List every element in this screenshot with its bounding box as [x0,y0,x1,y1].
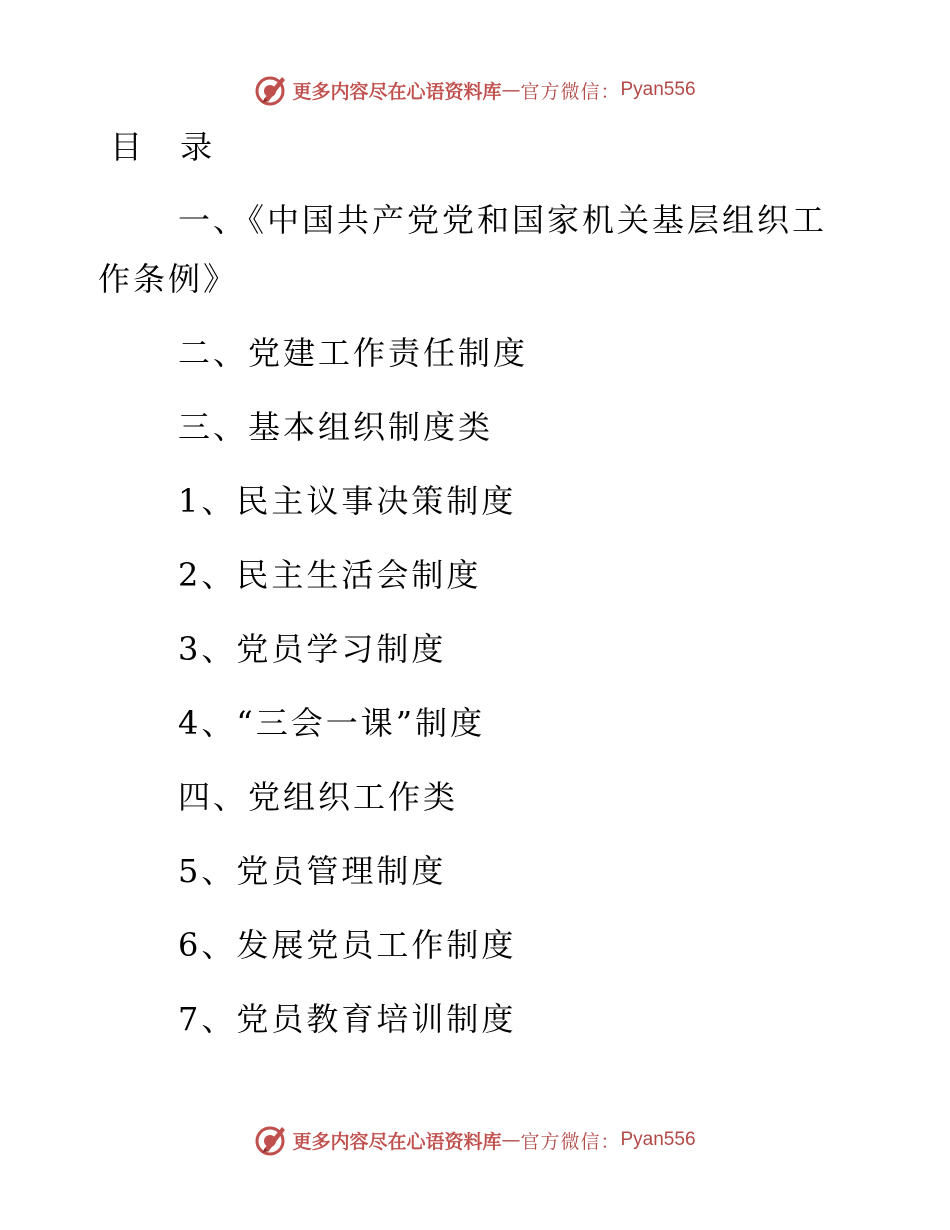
toc-item-11: 7、党员教育培训制度 [178,1000,517,1038]
toc-item-2: 二、党建工作责任制度 [178,334,529,372]
toc-item-5: 2、民主生活会制度 [178,556,482,594]
watermark-main-text: 更多内容尽在心语资料库 [292,1130,502,1153]
toc-item-10: 6、发展党员工作制度 [178,926,517,964]
toc-item-7: 4、“三会一课”制度 [178,704,486,742]
watermark-wechat-id: Pyan556 [620,1129,696,1150]
toc-item-6: 3、党员学习制度 [178,630,447,668]
pen-logo-icon [254,1123,288,1157]
header-watermark [0,70,950,110]
pen-logo-icon [254,73,288,107]
watermark-separator: — [501,1129,521,1151]
page-title: 目 录 [110,128,227,166]
watermark-main-text: 更多内容尽在心语资料库 [292,80,502,103]
watermark-wechat-id: Pyan556 [620,79,696,100]
toc-item-1-continuation: 作条例》 [98,260,239,298]
toc-item-9: 5、党员管理制度 [178,852,447,890]
toc-item-1: 一、《中国共产党党和国家机关基层组织工 [178,201,828,239]
watermark-sub-text: 官方微信： [520,1130,621,1153]
toc-item-3: 三、基本组织制度类 [178,408,494,446]
toc-item-4: 1、民主议事决策制度 [178,482,517,520]
footer-watermark [0,1120,950,1160]
watermark-separator: — [501,79,521,101]
toc-item-8: 四、党组织工作类 [178,778,459,816]
watermark-sub-text: 官方微信： [520,80,621,103]
